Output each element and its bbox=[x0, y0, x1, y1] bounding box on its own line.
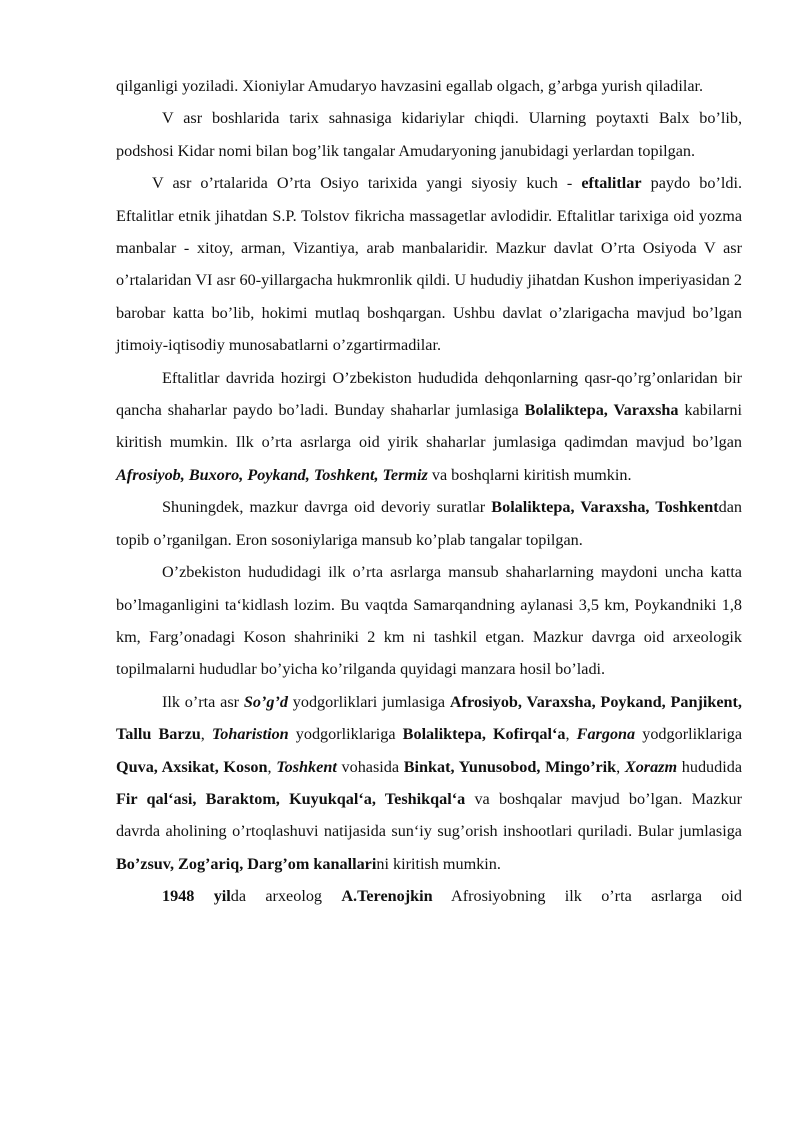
text-run: hududida bbox=[677, 757, 743, 776]
paragraph bbox=[116, 491, 742, 556]
bold-text: Bolaliktepa, Kofirqal‘a bbox=[402, 725, 566, 744]
text-run: vohasida bbox=[336, 757, 404, 776]
bold-italic-text: Toharistion bbox=[211, 725, 289, 744]
bold-text: Binkat, Yunusobod, Mingo’rik bbox=[403, 757, 617, 776]
text-run: qilganligi yoziladi. Xioniylar Amudaryo havzasini egallab olgach, g’arbga yurish qiladilar. bbox=[116, 77, 704, 95]
paragraph bbox=[116, 167, 742, 361]
document-page bbox=[116, 70, 742, 913]
text-run: , bbox=[565, 725, 577, 744]
text-run: Ilk o’rta asr bbox=[162, 692, 244, 711]
bold-italic-text: Xorazm bbox=[624, 757, 678, 776]
text-run: , bbox=[267, 757, 277, 776]
text-run: kabilarni kiritish mumkin. Ilk o’rta asrlarga oid yirik shaharlar jumlasiga qadimdan mavjud bo’lgan bbox=[116, 401, 742, 452]
text-run: da arxeolog bbox=[230, 887, 342, 906]
paragraph bbox=[116, 362, 742, 492]
bold-text: Afrosiyob, Varaxsha, Poykand, Panjikent, Tallu Barzu bbox=[116, 692, 742, 744]
text-run: Afrosiyobning ilk o’rta asrlarga oid bbox=[432, 887, 742, 906]
bold-italic-text: Fargona bbox=[576, 725, 636, 744]
text-run: Shuningdek, mazkur davrga oid devoriy suratlar bbox=[162, 498, 492, 517]
bold-text: Quva, Axsikat, Koson bbox=[116, 757, 268, 776]
paragraph bbox=[116, 102, 742, 167]
text-run: yodgorliklariga bbox=[288, 725, 403, 744]
text-run: , bbox=[200, 725, 212, 744]
bold-italic-text: Toshkent bbox=[276, 757, 337, 776]
paragraph bbox=[116, 880, 742, 912]
bold-text: Bolaliktepa, Varaxsha, Toshkent bbox=[491, 498, 719, 517]
bold-text: eftalitlar bbox=[581, 174, 642, 193]
text-run: ni kiritish mumkin. bbox=[376, 854, 501, 873]
text-run: va boshqalar mavjud bo’lgan. Mazkur davrda aholining o’rtoqlashuvi natijasida sun‘iy sug’orish inshootlari quriladi. Bular jumlasiga bbox=[116, 789, 742, 841]
bold-text: Bolaliktepa, Varaxsha bbox=[524, 401, 679, 420]
text-run: dan topib o’rganilgan. Eron sosoniylariga mansub ko’plab tangalar topilgan. bbox=[116, 498, 742, 549]
text-run: , bbox=[616, 757, 625, 776]
bold-text: A.Terenojkin bbox=[341, 887, 433, 906]
paragraph bbox=[116, 70, 742, 102]
text-run: Eftalitlar davrida hozirgi O’zbekiston hududida dehqonlarning qasr-qo’rg’onlaridan bir qancha shaharlar paydo bo’ladi. Bunday shaharlar jumlasiga bbox=[116, 368, 742, 420]
bold-italic-text: Afrosiyob, Buxoro, Poykand, Toshkent, Termiz bbox=[116, 465, 428, 484]
bold-text: 1948 yil bbox=[162, 887, 231, 906]
bold-text: Fir qal‘asi, Baraktom, Kuyukqal‘a, Teshikqal‘a bbox=[116, 789, 466, 808]
paragraph bbox=[116, 556, 742, 686]
text-run: V asr o’rtalarida O’rta Osiyo tarixida yangi siyosiy kuch - bbox=[152, 174, 582, 193]
text-run: V asr boshlarida tarix sahnasiga kidariylar chiqdi. Ularning poytaxti Balx bo’lib, podshosi Kidar nomi bilan bog’lik tangalar Amudaryoning janubidagi yerlardan topilgan. bbox=[116, 109, 742, 160]
text-run: va boshqlarni kiritish mumkin. bbox=[427, 465, 632, 484]
bold-italic-text: So’g’d bbox=[243, 692, 288, 711]
text-run: paydo bo’ldi. Eftalitlar etnik jihatdan S.P. Tolstov fikricha massagetlar avlodidir. Eftalitlar tarixiga oid yozma manbalar - xitoy, arman, Vizantiya, arab manbalaridir. Mazkur davlat O’rta Osiyoda V asr o’rtalaridan VI asr 60-yillargacha hukmronlik qildi. U hududiy jihatdan Kushon imperiyasidan 2 barobar katta bo’lib, hokimi mutlaq boshqargan. Ushbu davlat o’zlarigacha mavjud bo’lgan jtimoiy-iqtisodiy munosabatlarni o’zgartirmadilar. bbox=[116, 174, 742, 355]
text-run: yodgorliklariga bbox=[635, 725, 743, 744]
text-run: yodgorliklari jumlasiga bbox=[287, 692, 450, 711]
paragraph bbox=[116, 686, 742, 880]
text-run: O’zbekiston hududidagi ilk o’rta asrlarga mansub shaharlarning maydoni uncha katta bo’lmaganligini ta‘kidlash lozim. Bu vaqtda Samarqandning aylanasi 3,5 km, Poykandniki 1,8 km, Farg’onadagi Koson shahriniki 2 km ni tashkil etgan. Mazkur davrga oid arxeologik topilmalarni hududlar bo’yicha ko’rilganda quyidagi manzara hosil bo’ladi. bbox=[116, 563, 742, 679]
bold-text: Bo’zsuv, Zog’ariq, Darg’om kanallari bbox=[116, 854, 377, 873]
